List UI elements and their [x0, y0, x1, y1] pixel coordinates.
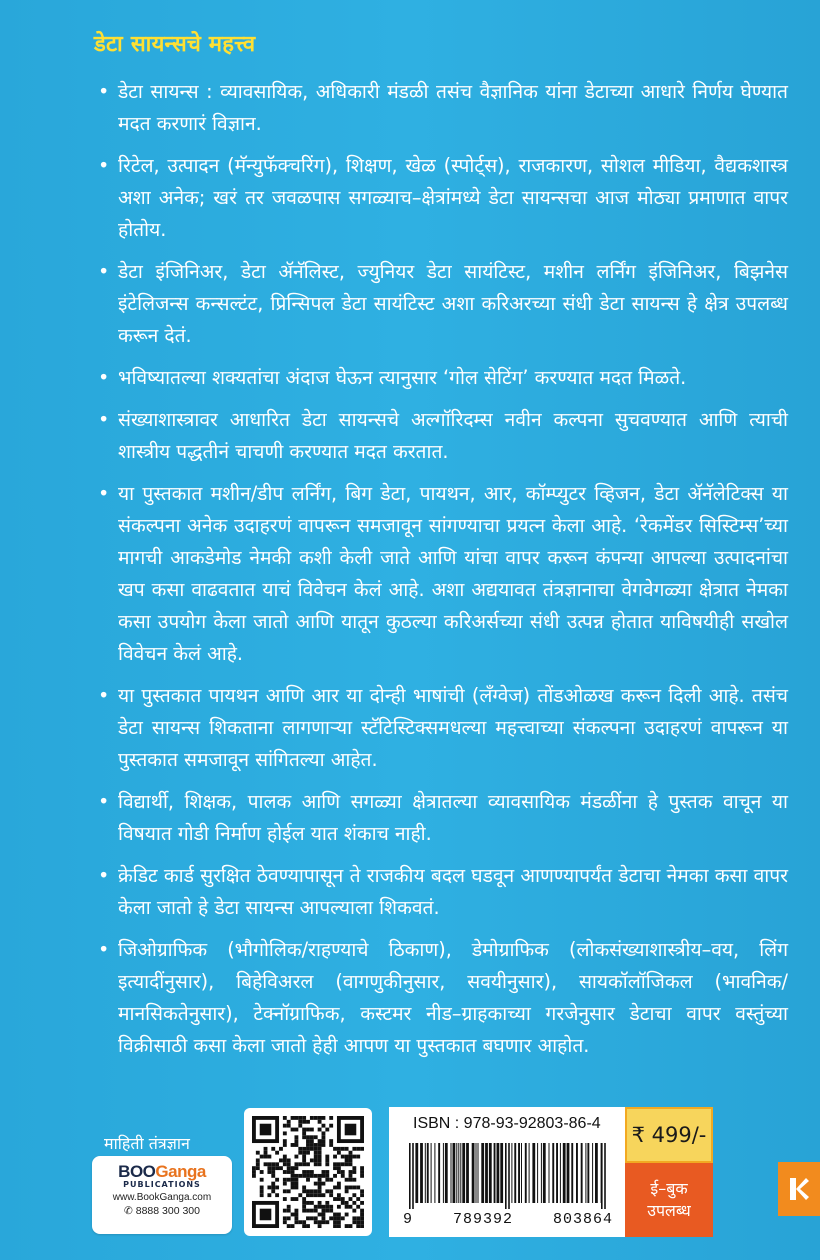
bullet-item	[98, 76, 788, 140]
publisher-logo-box	[92, 1156, 232, 1234]
bullet-dot: •	[98, 790, 110, 813]
publisher-logo	[92, 1162, 232, 1182]
bullet-list	[98, 76, 788, 1072]
bullet-dot: •	[98, 864, 110, 887]
bullet-text: संख्याशास्त्रावर आधारित डेटा सायन्सचे अल्गॉरिदम्स नवीन कल्पना सुचवण्यात आणि त्याची शास्त्रीय पद्धतीनं चाचणी करण्यात मदत करतात.	[118, 408, 788, 463]
publisher-phone	[92, 1205, 232, 1217]
barcode-number	[403, 1211, 613, 1228]
bullet-text: या पुस्तकात मशीन/डीप लर्निंग, बिग डेटा, पायथन, आर, कॉम्प्युटर व्हिजन, डेटा ॲनॅलेटिक्स या संकल्पना अनेक उदाहरणं वापरून समजावून सांगण्याचा प्रयत्न केला आहे. ‘रेकमेंडर सिस्टिम्स’च्या मागची आकडेमोड नेमकी कशी केली जाते आणि यांचा वापर करून कंपन्या आपल्या उत्पादनांचा खप कसा वाढवतात याचं विवेचन केलं आहे. अशा अद्ययावत तंत्रज्ञानाचा वेगवेगळ्या क्षेत्रात नेमका कसा उपयोग केला जातो आणि यातून कुठल्या करिअर्सच्या संधी उत्पन्न होतात याविषयीही सखोल विवेचन केलं आहे.	[118, 482, 788, 665]
category-label: माहिती तंत्रज्ञान	[104, 1134, 190, 1153]
publisher-phone-number: 8888 300 300	[135, 1205, 200, 1217]
bullet-dot: •	[98, 260, 110, 283]
publisher-logo-part1: BOO	[118, 1162, 156, 1181]
bullet-dot: •	[98, 684, 110, 707]
bullet-item	[98, 934, 788, 1062]
barcode-digit-group-1: 789392	[452, 1211, 513, 1228]
section-heading: डेटा सायन्सचे महत्त्व	[94, 32, 256, 57]
barcode-digit-group-2: 803864	[552, 1211, 613, 1228]
bullet-text: रिटेल, उत्पादन (मॅन्युफॅक्चरिंग), शिक्षण, खेळ (स्पोर्ट्स), राजकारण, सोशल मीडिया, वैद्यकशास्त्र अशा अनेक; खरं तर जवळपास सगळ्याच–क्षेत्रांमध्ये डेटा सायन्सचा आज मोठ्या प्रमाणात वापर होतोय.	[118, 154, 788, 241]
phone-icon: ✆	[124, 1205, 133, 1217]
corner-logo-badge	[778, 1162, 820, 1216]
k-logo-icon	[788, 1176, 810, 1202]
bullet-text: या पुस्तकात पायथन आणि आर या दोन्ही भाषांची (लँग्वेज) तोंडओळख करून दिली आहे. तसंच डेटा सायन्स शिकताना लागणाऱ्या स्टॅटिस्टिक्समधल्या महत्त्वाच्या संकल्पना उदाहरणं वापरून या पुस्तकात समजावून सांगितल्या आहेत.	[118, 684, 788, 771]
bullet-item	[98, 362, 788, 394]
bullet-item	[98, 150, 788, 246]
bullet-item	[98, 786, 788, 850]
ebook-line-1: ई–बुक	[650, 1179, 688, 1198]
ebook-badge	[625, 1163, 713, 1237]
publisher-sub: PUBLICATIONS	[123, 1180, 201, 1189]
qr-code	[244, 1108, 372, 1236]
bullet-dot: •	[98, 408, 110, 431]
bullet-item	[98, 256, 788, 352]
bullet-text: विद्यार्थी, शिक्षक, पालक आणि सगळ्या क्षेत्रातल्या व्यावसायिक मंडळींना हे पुस्तक वाचून या विषयात गोडी निर्माण होईल यात शंकाच नाही.	[118, 790, 788, 845]
isbn-box	[389, 1107, 625, 1237]
bullet-item	[98, 860, 788, 924]
qr-code-graphic	[252, 1116, 364, 1228]
bullet-dot: •	[98, 154, 110, 177]
bullet-dot: •	[98, 80, 110, 103]
bullet-dot: •	[98, 366, 110, 389]
bullet-item	[98, 404, 788, 468]
bullet-item	[98, 680, 788, 776]
bullet-text: डेटा इंजिनिअर, डेटा ॲनॅलिस्ट, ज्युनियर डेटा सायंटिस्ट, मशीन लर्निंग इंजिनिअर, बिझनेस इंटेलिजन्स कन्सल्टंट, प्रिन्सिपल डेटा सायंटिस्ट अशा करिअरच्या संधी डेटा सायन्स हे क्षेत्र उपलब्ध करून देतं.	[118, 260, 788, 347]
bullet-dot: •	[98, 482, 110, 505]
price-tag: ₹ 499/-	[625, 1107, 713, 1163]
publisher-website: www.BookGanga.com	[112, 1192, 212, 1203]
publisher-logo-part2: Ganga	[155, 1162, 206, 1181]
ebook-line-2: उपलब्ध	[647, 1201, 691, 1220]
bullet-dot: •	[98, 938, 110, 961]
barcode	[403, 1143, 613, 1209]
bullet-text: जिओग्राफिक (भौगोलिक/राहण्याचे ठिकाण), डेमोग्राफिक (लोकसंख्याशास्त्रीय–वय, लिंग इत्यादींनुसार), बिहेविअरल (वागणुकीनुसार, सवयीनुसार), सायकॉलॉजिकल (भावनिक/मानसिकतेनुसार), टेक्नॉग्राफिक, कस्टमर नीड–ग्राहकाच्या गरजेनुसार डेटाचा वापर वस्तुंच्या विक्रीसाठी कसा केला जातो हेही आपण या पुस्तकात बघणार आहोत.	[118, 938, 788, 1057]
bullet-text: डेटा सायन्स : व्यावसायिक, अधिकारी मंडळी तसंच वैज्ञानिक यांना डेटाच्या आधारे निर्णय घेण्यात मदत करणारं विज्ञान.	[118, 80, 788, 135]
isbn-text: ISBN : 978-93-92803-86-4	[413, 1115, 601, 1132]
bullet-item	[98, 478, 788, 670]
barcode-digit-lead: 9	[403, 1211, 414, 1228]
bullet-text: क्रेडिट कार्ड सुरक्षित ठेवण्यापासून ते राजकीय बदल घडवून आणण्यापर्यंत डेटाचा नेमका कसा वापर केला जातो हे डेटा सायन्स आपल्याला शिकवतं.	[118, 864, 788, 919]
bullet-text: भविष्यातल्या शक्यतांचा अंदाज घेऊन त्यानुसार ‘गोल सेटिंग’ करण्यात मदत मिळते.	[118, 366, 687, 389]
